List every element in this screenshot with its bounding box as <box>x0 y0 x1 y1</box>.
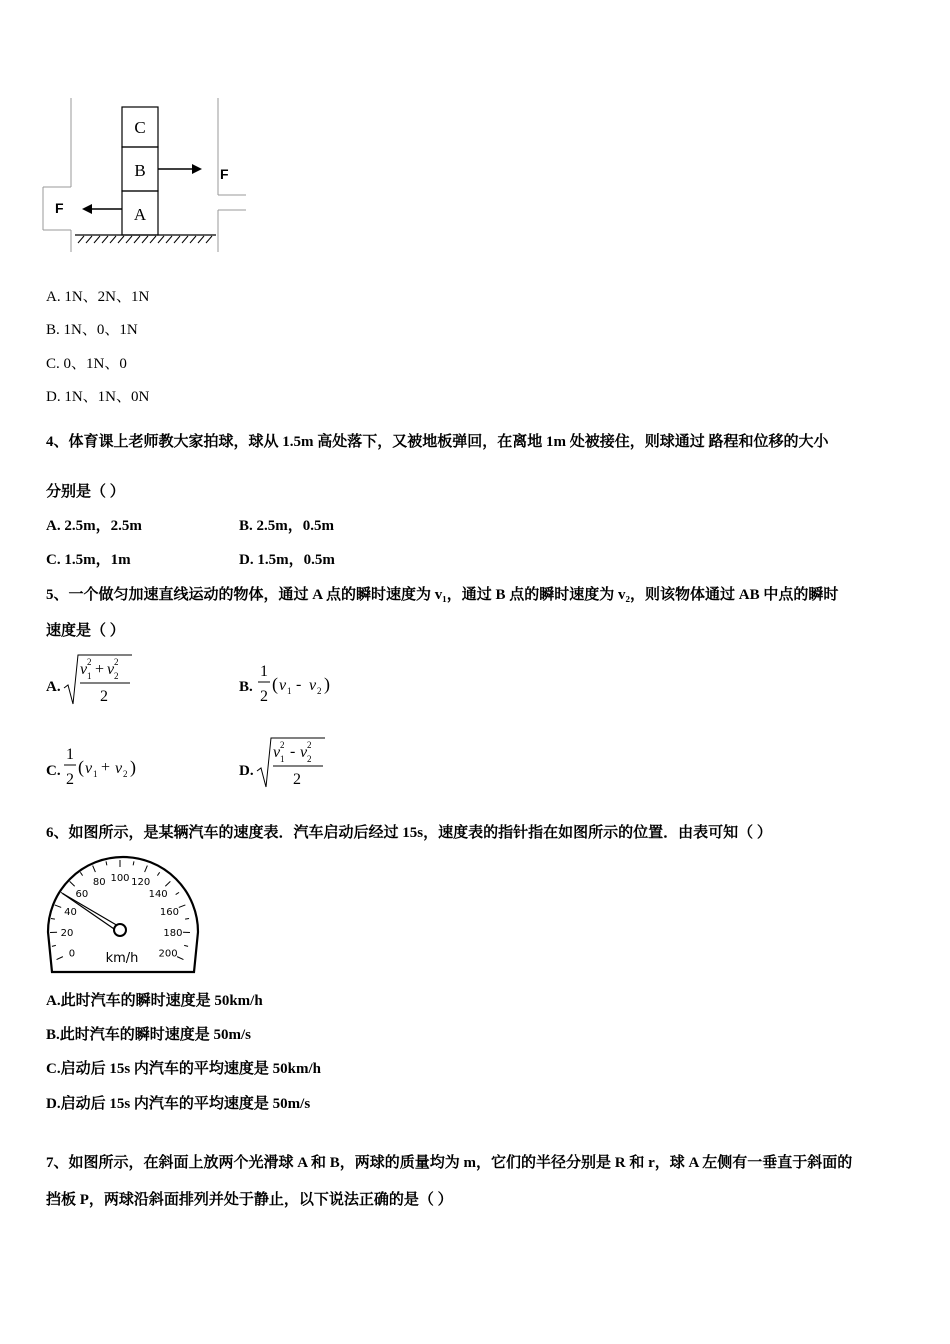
gauge-tick-label: 0 <box>68 948 76 960</box>
gauge-tick <box>70 881 75 886</box>
svg-text:+: + <box>95 661 105 678</box>
gauge-tick <box>179 905 186 908</box>
svg-text:2: 2 <box>66 771 74 788</box>
svg-text:2: 2 <box>307 754 312 764</box>
svg-text:2: 2 <box>100 688 108 705</box>
gauge-tick <box>52 945 56 946</box>
q7-text-line2: 挡板 P，两球沿斜面排列并处于静止，以下说法正确的是（ ） <box>46 1192 453 1208</box>
gauge-tick-label: 100 <box>110 873 130 884</box>
svg-text:-: - <box>290 743 296 760</box>
gauge-tick-label: 200 <box>158 948 178 960</box>
gauge-tick-label: 160 <box>159 907 180 919</box>
force-label-left: F <box>55 200 64 216</box>
svg-text:(: ( <box>78 757 84 777</box>
q4-text-line2: 分别是（ ） <box>46 484 125 500</box>
speedometer-figure <box>44 852 202 976</box>
svg-text:1: 1 <box>260 663 268 680</box>
q4-option-b: B. 2.5m，0.5m <box>239 518 334 534</box>
svg-text:1: 1 <box>280 754 285 764</box>
gauge-tick-label: 60 <box>75 889 89 901</box>
gauge-tick <box>185 918 189 919</box>
q7-text-line1: 7、如图所示，在斜面上放两个光滑球 A 和 B，两球的质量均为 m，它们的半径分别是 R 和 r，球 A 左侧有一垂直于斜面的 <box>46 1155 853 1171</box>
blocks-figure <box>40 95 255 260</box>
q5-option-a-letter: A. <box>46 679 61 695</box>
q3-option-b: B. 1N、0、1N <box>46 322 138 338</box>
svg-text:v: v <box>107 661 115 678</box>
svg-text:1: 1 <box>93 769 98 779</box>
svg-text:2: 2 <box>114 657 119 667</box>
gauge-tick-label: 120 <box>131 877 151 889</box>
svg-text:): ) <box>324 674 330 694</box>
q4-text-line1: 4、体育课上老师教大家拍球，球从 1.5m 高处落下，又被地板弹回，在离地 1m 处被接住，则球通过 路程和位移的大小 <box>46 434 829 450</box>
gauge-tick <box>184 945 188 946</box>
gauge-tick-label: 180 <box>163 927 183 939</box>
gauge-tick <box>176 892 179 894</box>
svg-text:2: 2 <box>87 657 92 667</box>
gauge-tick <box>57 957 63 960</box>
q6-option-d: D.启动后 15s 内汽车的平均速度是 50m/s <box>46 1096 311 1112</box>
svg-text:v: v <box>300 744 308 761</box>
q5-option-c-letter: C. <box>46 763 61 779</box>
svg-text:2: 2 <box>123 769 128 779</box>
block-a-label: A <box>133 205 147 224</box>
gauge-tick <box>165 881 170 886</box>
svg-text:1: 1 <box>66 746 74 763</box>
q4-option-a: A. 2.5m，2.5m <box>46 518 142 534</box>
svg-text:2: 2 <box>307 740 312 750</box>
gauge-tick <box>177 957 183 960</box>
q5-text-line2: 速度是（ ） <box>46 623 125 639</box>
gauge-tick-label: 40 <box>64 907 77 919</box>
svg-text:2: 2 <box>114 671 119 681</box>
gauge-tick-label: 140 <box>148 889 168 901</box>
gauge-unit-label: km/h <box>105 951 139 966</box>
gauge-tick-label: 80 <box>92 877 106 889</box>
q3-option-d: D. 1N、1N、0N <box>46 389 150 405</box>
svg-text:-: - <box>296 676 302 693</box>
q6-option-b: B.此时汽车的瞬时速度是 50m/s <box>46 1027 252 1043</box>
svg-text:2: 2 <box>293 771 301 788</box>
gauge-tick <box>80 872 82 875</box>
q5-option-b-letter: B. <box>239 679 253 695</box>
block-c-label: C <box>134 118 146 137</box>
gauge-tick-label: 20 <box>60 927 74 939</box>
gauge-tick <box>93 866 96 872</box>
svg-text:v: v <box>115 760 123 777</box>
gauge-tick <box>55 905 62 908</box>
svg-text:v: v <box>309 677 317 694</box>
q5-option-b-formula <box>256 660 346 708</box>
gauge-tick <box>145 866 148 872</box>
q5-option-a-formula <box>62 652 152 708</box>
gauge-tick <box>133 861 134 865</box>
q5-option-c-formula <box>62 743 152 791</box>
svg-text:2: 2 <box>317 686 322 696</box>
svg-text:v: v <box>279 677 287 694</box>
q4-option-c: C. 1.5m，1m <box>46 552 131 568</box>
q3-option-a: A. 1N、2N、1N <box>46 289 150 305</box>
q6-option-c: C.启动后 15s 内汽车的平均速度是 50km/h <box>46 1061 322 1077</box>
gauge-tick <box>106 861 107 865</box>
gauge-tick <box>51 918 55 919</box>
q3-option-c: C. 0、1N、0 <box>46 356 127 372</box>
svg-text:(: ( <box>272 674 278 694</box>
q6-option-a: A.此时汽车的瞬时速度是 50km/h <box>46 993 263 1009</box>
q5-option-d-formula <box>255 735 345 791</box>
gauge-tick <box>157 872 159 875</box>
q5-option-d-letter: D. <box>239 763 254 779</box>
svg-text:1: 1 <box>87 671 92 681</box>
svg-text:v: v <box>80 661 88 678</box>
q4-option-d: D. 1.5m，0.5m <box>239 552 335 568</box>
svg-text:): ) <box>130 757 136 777</box>
svg-text:1: 1 <box>287 686 292 696</box>
force-label-right: F <box>220 166 229 182</box>
q5-text-line1: 5、一个做匀加速直线运动的物体，通过 A 点的瞬时速度为 v₁，通过 B 点的瞬时速度为 v₂，则该物体通过 AB 中点的瞬时 <box>46 587 839 603</box>
svg-text:2: 2 <box>260 688 268 705</box>
block-b-label: B <box>134 161 146 180</box>
svg-text:v: v <box>273 744 281 761</box>
svg-text:v: v <box>85 760 93 777</box>
svg-text:2: 2 <box>280 740 285 750</box>
svg-text:+: + <box>101 759 111 776</box>
q6-text-line1: 6、如图所示，是某辆汽车的速度表．汽车启动后经过 15s，速度表的指针指在如图所示的位置．由表可知（ ） <box>46 825 772 841</box>
